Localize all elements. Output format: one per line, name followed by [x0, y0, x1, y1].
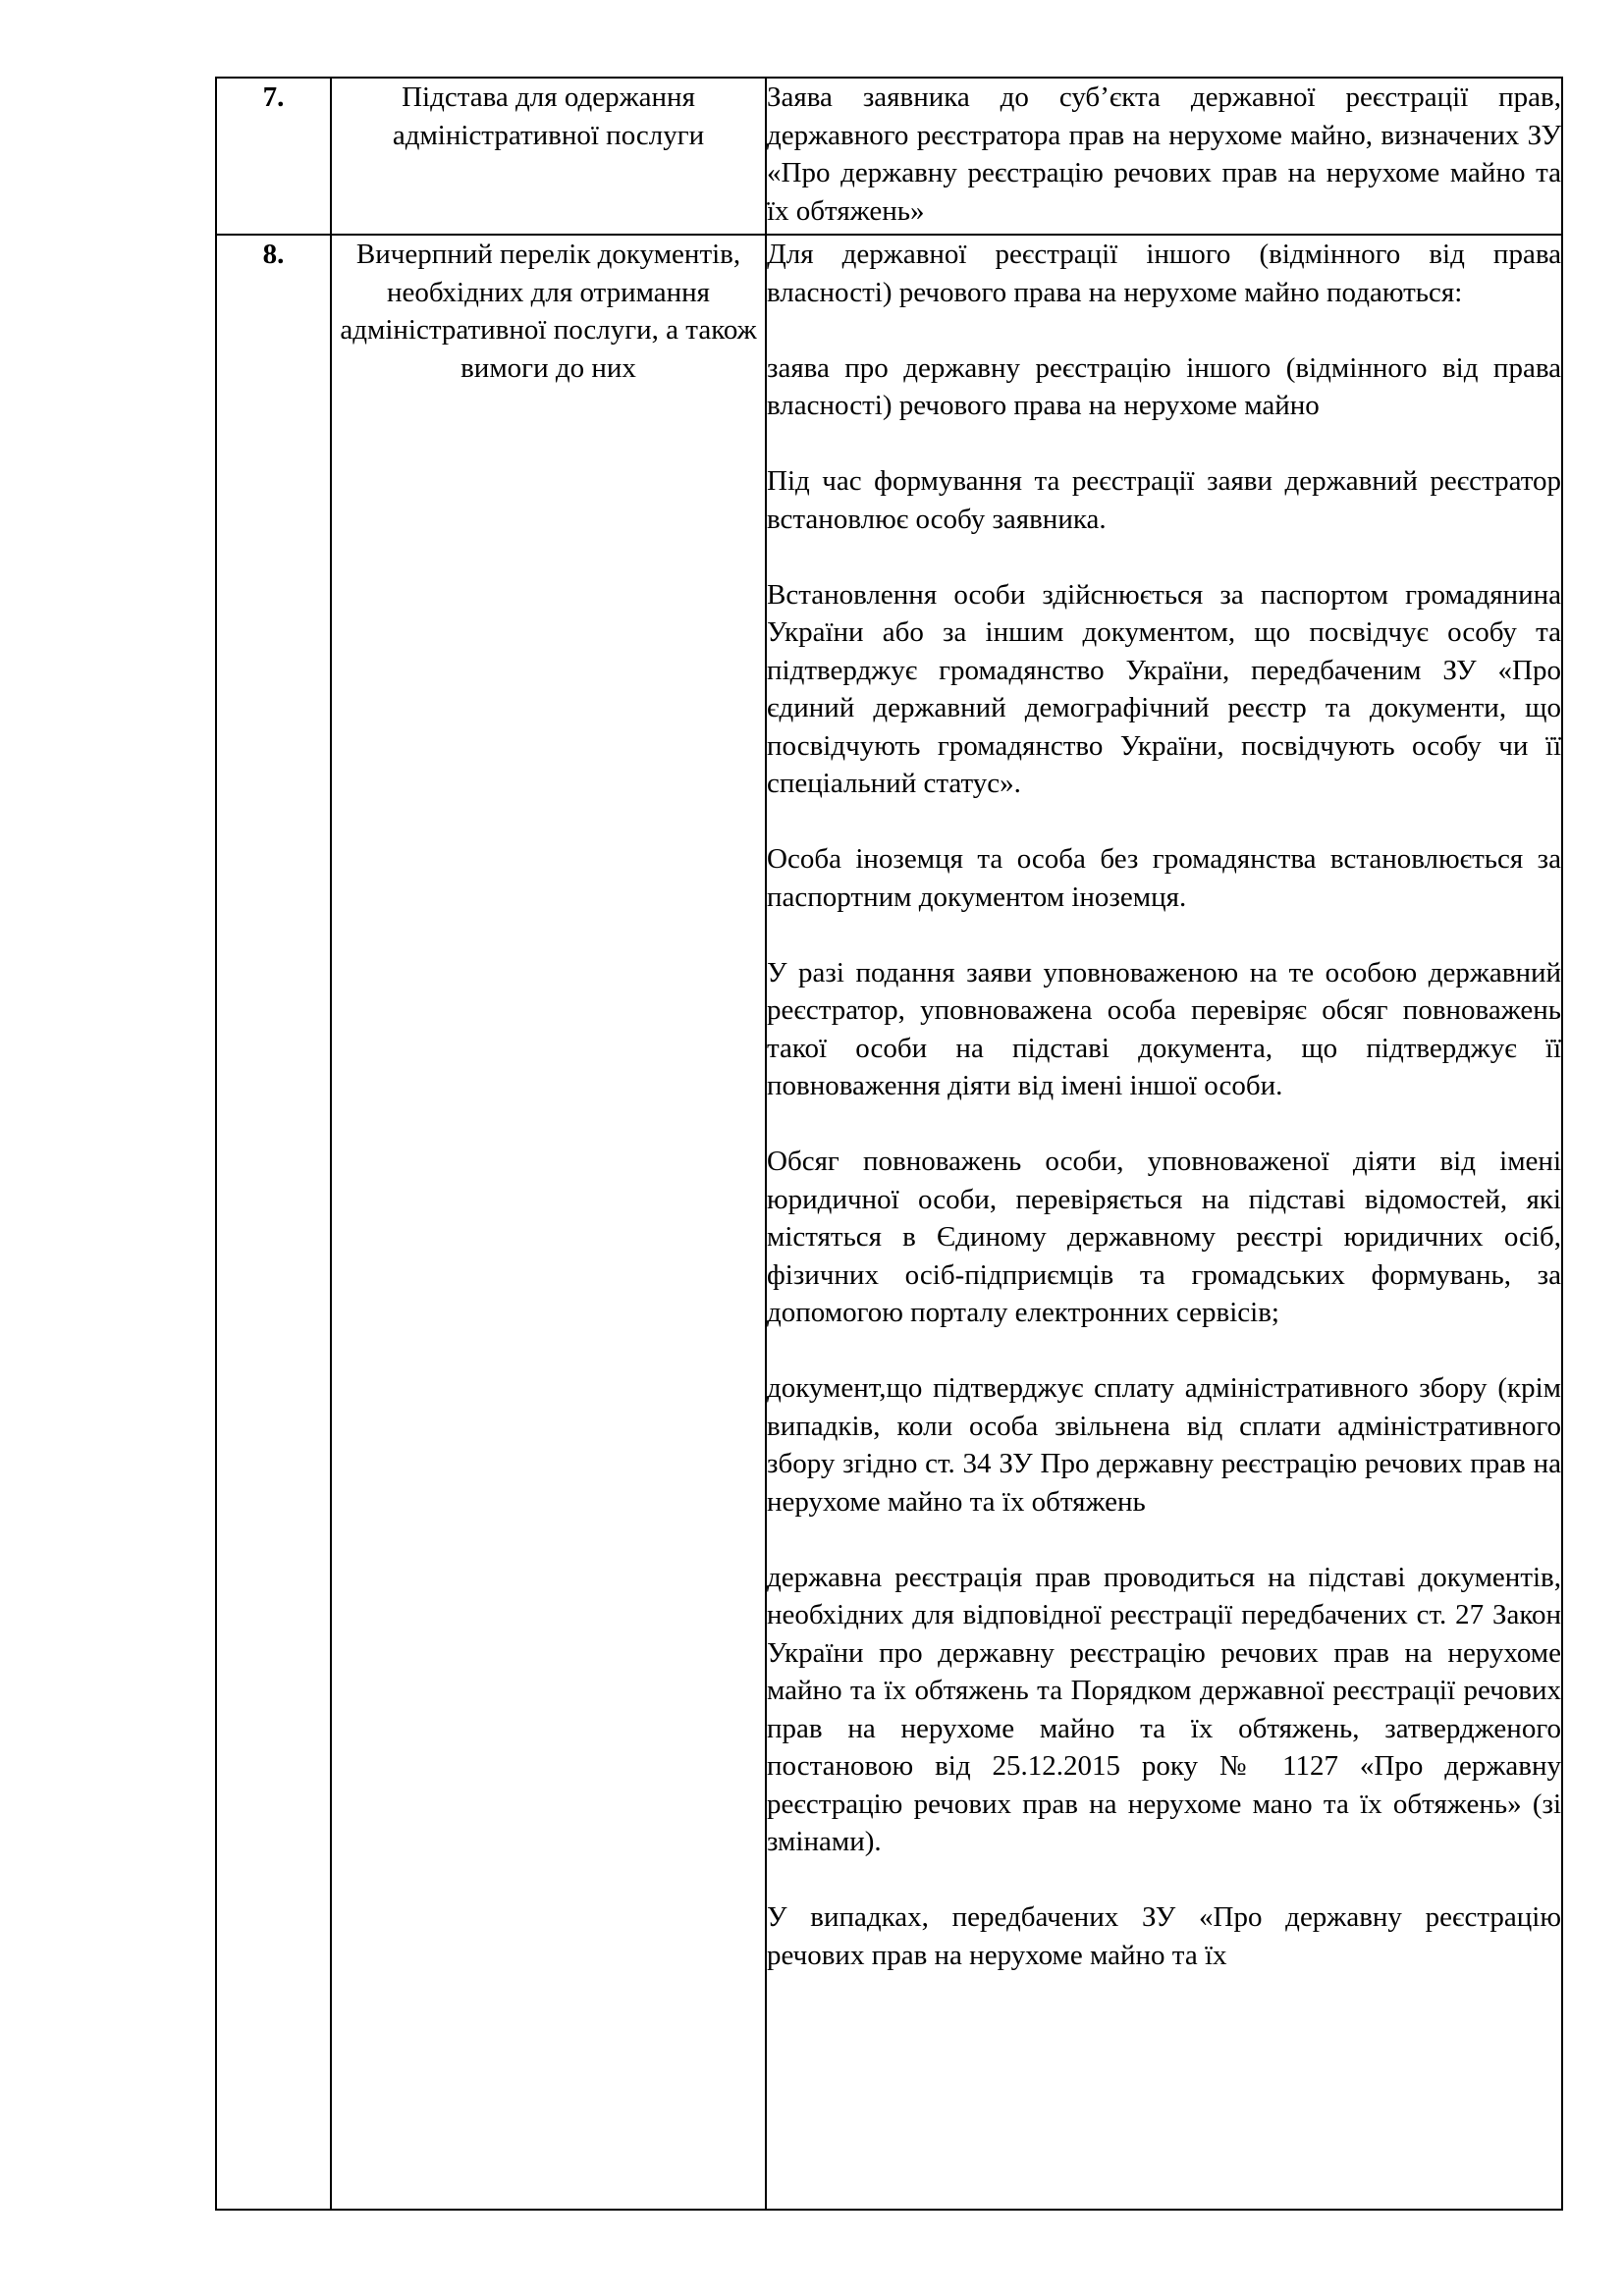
table-row-7 [216, 78, 1562, 235]
content-paragraph: Особа іноземця та особа без громадянства встановлюється за паспортним документом іноземця. [767, 843, 1561, 913]
content-paragraph: державна реєстрація прав проводиться на підставі документів, необхідних для відповідної реєстрації передбачених ст. 27 Закон України про державну реєстрацію речових прав на нерухоме майно та їх обтяжень та Порядком державної реєстрації речових прав на нерухоме майно та їх обтяжень, затвердженого постановою від 25.12.2015 року № 1127 «Про державну реєстрацію речових прав на нерухоме мано та їх обтяжень» (зі змінами). [767, 1561, 1561, 1857]
row-number: 7. [216, 78, 331, 235]
content-paragraph: Заява заявника до суб’єкта державної реєстрації прав, державного реєстратора прав на нерухоме майно, визначених ЗУ «Про державну реєстрацію речових прав на нерухоме майно та їх обтяжень» [767, 81, 1561, 227]
row-content [766, 235, 1562, 2210]
row-content [766, 78, 1562, 235]
content-paragraph: Встановлення особи здійснюється за паспортом громадянина України або за іншим документом, що посвідчує особу та підтверджує громадянство України, передбаченим ЗУ «Про єдиний державний демографічний реєстр та документи, що посвідчують громадянство України, посвідчують особу чи її спеціальний статус». [767, 578, 1561, 799]
table-row-8 [216, 235, 1562, 2210]
content-paragraph: У випадках, передбачених ЗУ «Про державну реєстрацію речових прав на нерухоме майно та їх [767, 1901, 1561, 1971]
services-table [215, 77, 1563, 2211]
content-paragraph: Обсяг повноважень особи, уповноваженої діяти від імені юридичної особи, перевіряється на підставі відомостей, які містяться в Єдиному державному реєстрі юридичних осіб, фізичних осіб-підприємців та громадських формувань, за допомогою порталу електронних сервісів; [767, 1146, 1561, 1328]
content-paragraph: Для державної реєстрації іншого (відмінного від права власності) речового права на нерухоме майно подаються: [767, 239, 1561, 308]
content-paragraph: Під час формування та реєстрації заяви державний реєстратор встановлює особу заявника. [767, 465, 1561, 535]
content-paragraph: У разі подання заяви уповноваженою на те особою державний реєстратор, уповноважена особа перевіряє обсяг повноважень такої особи на підставі документа, що підтверджує її повноваження діяти від імені іншої особи. [767, 956, 1561, 1101]
row-title: Вичерпний перелік документів, необхідних для отримання адміністративної послуги, а також вимоги до них [331, 235, 766, 2210]
row-title: Підстава для одержання адміністративної послуги [331, 78, 766, 235]
row-number: 8. [216, 235, 331, 2210]
content-paragraph: документ,що підтверджує сплату адміністративного збору (крім випадків, коли особа звільнена від сплати адміністративного збору згідно ст. 34 ЗУ Про державну реєстрацію речових прав на нерухоме майно та їх обтяжень [767, 1372, 1561, 1518]
content-paragraph: заява про державну реєстрацію іншого (відмінного від права власності) речового права на нерухоме майно [767, 351, 1561, 421]
